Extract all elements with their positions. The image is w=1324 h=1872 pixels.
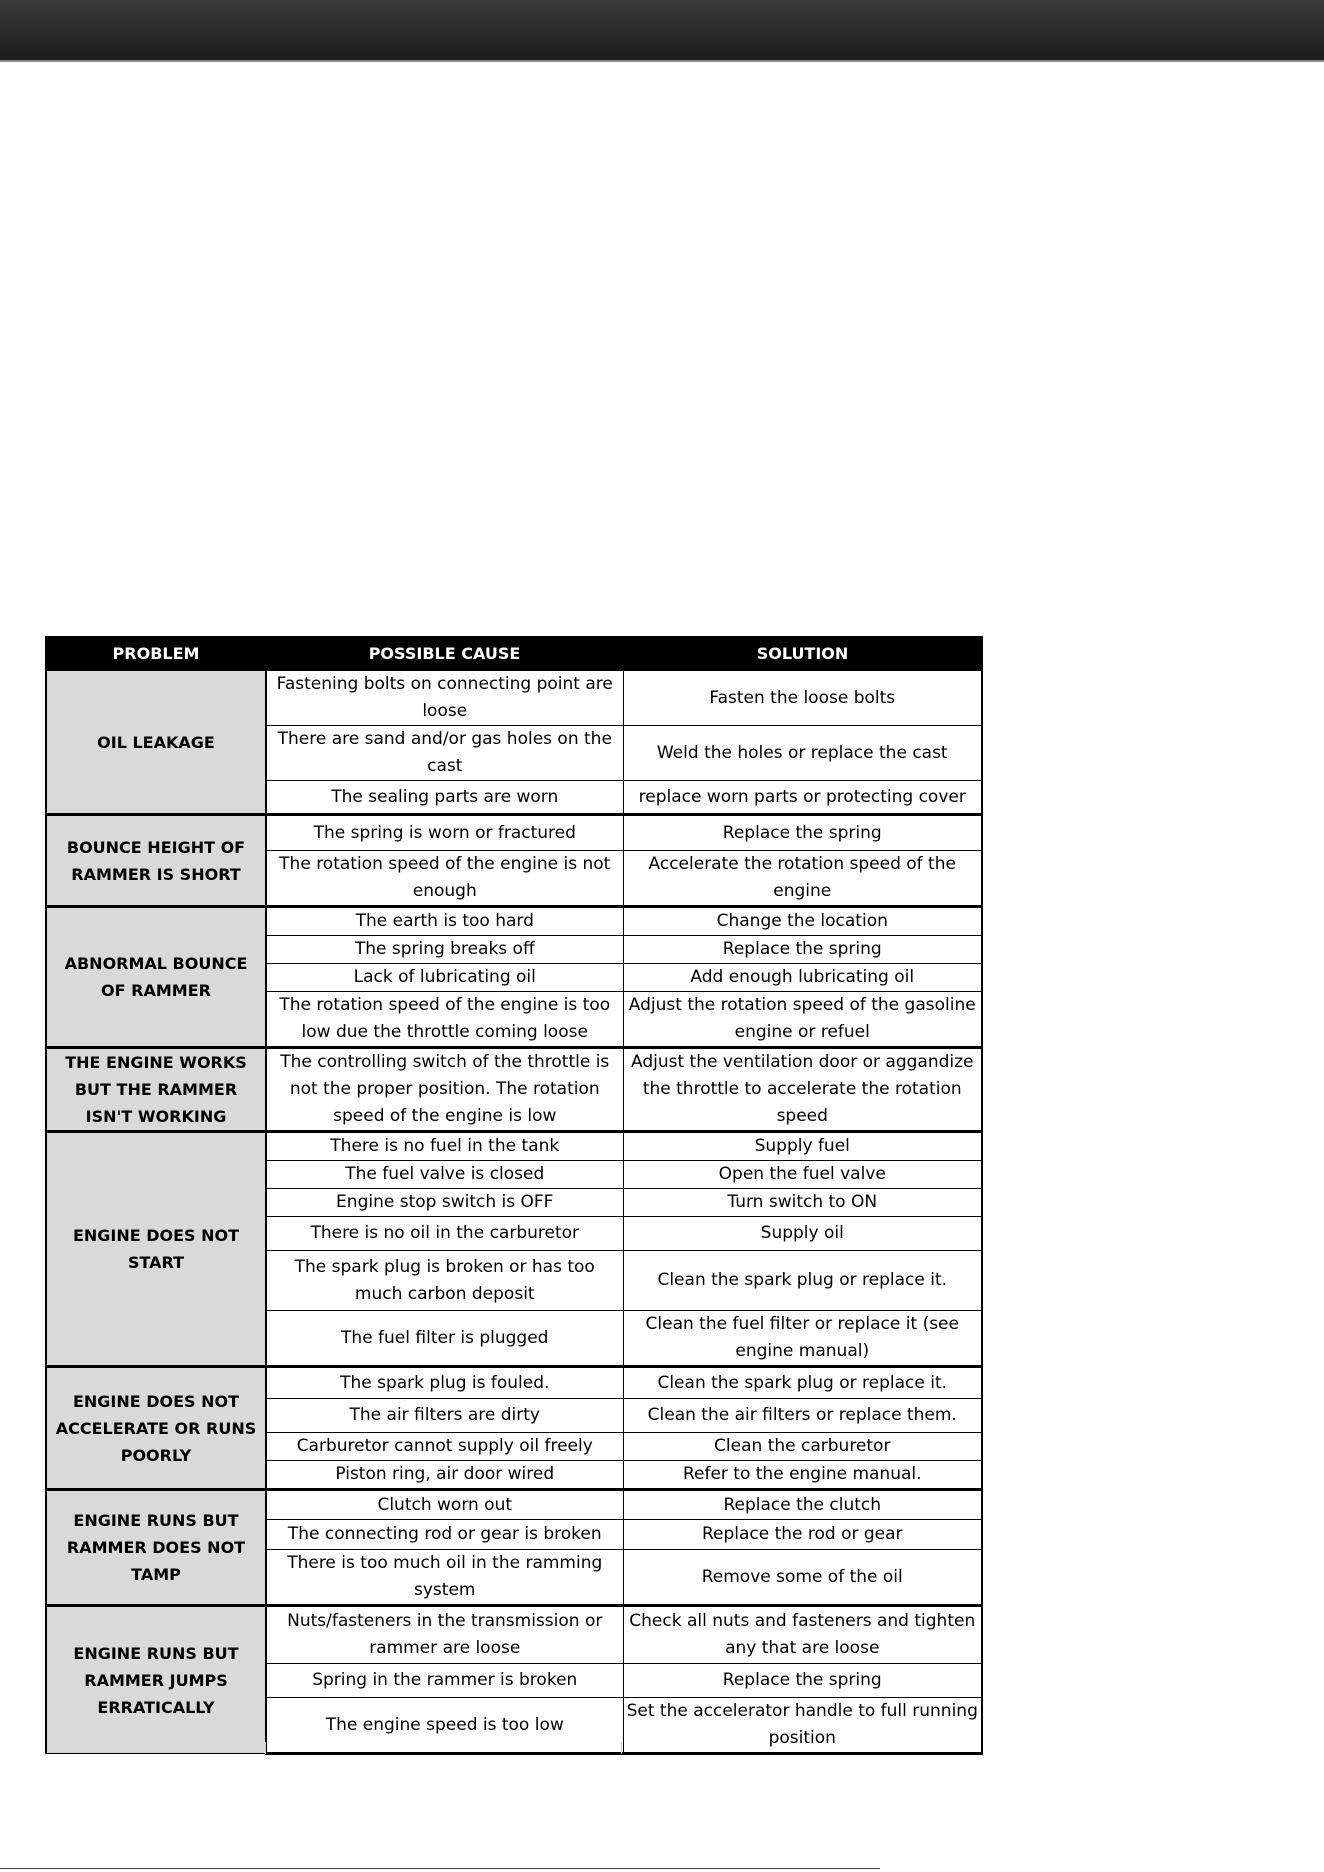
solution-cell: Set the accelerator handle to full running position bbox=[623, 1698, 982, 1754]
cause-cell: The engine speed is too low bbox=[266, 1698, 623, 1754]
problem-cell: ENGINE RUNS BUT RAMMER DOES NOT TAMP bbox=[46, 1490, 266, 1606]
footer-rule bbox=[0, 1868, 880, 1869]
table-row bbox=[46, 907, 982, 936]
cause-cell: Lack of lubricating oil bbox=[266, 964, 623, 992]
problem-cell: ENGINE DOES NOT START bbox=[46, 1132, 266, 1367]
problem-cell: ENGINE DOES NOT ACCELERATE OR RUNS POORLY bbox=[46, 1367, 266, 1490]
problem-cell: THE ENGINE WORKS BUT THE RAMMER ISN'T WORKING bbox=[46, 1048, 266, 1132]
solution-cell: Weld the holes or replace the cast bbox=[623, 726, 982, 781]
troubleshooting-table bbox=[45, 636, 983, 1755]
solution-cell: Refer to the engine manual. bbox=[623, 1461, 982, 1490]
cause-cell: There are sand and/or gas holes on the cast bbox=[266, 726, 623, 781]
problem-cell: OIL LEAKAGE bbox=[46, 670, 266, 815]
solution-cell: Clean the fuel filter or replace it (see engine manual) bbox=[623, 1311, 982, 1367]
solution-cell: Clean the spark plug or replace it. bbox=[623, 1367, 982, 1399]
problem-cell: BOUNCE HEIGHT OF RAMMER IS SHORT bbox=[46, 815, 266, 907]
cause-cell: The connecting rod or gear is broken bbox=[266, 1520, 623, 1550]
table-row bbox=[46, 815, 982, 851]
cause-cell: The spring is worn or fractured bbox=[266, 815, 623, 851]
table-row bbox=[46, 1132, 982, 1161]
cause-cell: Nuts/fasteners in the transmission or rammer are loose bbox=[266, 1606, 623, 1664]
solution-cell: Check all nuts and fasteners and tighten any that are loose bbox=[623, 1606, 982, 1664]
cause-cell: Fastening bolts on connecting point are loose bbox=[266, 670, 623, 726]
cause-cell: The air filters are dirty bbox=[266, 1399, 623, 1433]
solution-cell: replace worn parts or protecting cover bbox=[623, 781, 982, 815]
table-row bbox=[46, 1606, 982, 1664]
header-problem: PROBLEM bbox=[46, 637, 266, 670]
solution-cell: Clean the carburetor bbox=[623, 1433, 982, 1461]
cause-cell: The sealing parts are worn bbox=[266, 781, 623, 815]
solution-cell: Replace the rod or gear bbox=[623, 1520, 982, 1550]
cause-cell: The fuel valve is closed bbox=[266, 1161, 623, 1189]
cause-cell: Clutch worn out bbox=[266, 1490, 623, 1520]
table-row bbox=[46, 1048, 982, 1132]
solution-cell: Add enough lubricating oil bbox=[623, 964, 982, 992]
cause-cell: There is too much oil in the ramming system bbox=[266, 1550, 623, 1606]
cause-cell: The earth is too hard bbox=[266, 907, 623, 936]
solution-cell: Remove some of the oil bbox=[623, 1550, 982, 1606]
table-row bbox=[46, 670, 982, 726]
cause-cell: There is no fuel in the tank bbox=[266, 1132, 623, 1161]
solution-cell: Clean the spark plug or replace it. bbox=[623, 1251, 982, 1311]
solution-cell: Accelerate the rotation speed of the engine bbox=[623, 851, 982, 907]
solution-cell: Adjust the rotation speed of the gasoline engine or refuel bbox=[623, 992, 982, 1048]
solution-cell: Change the location bbox=[623, 907, 982, 936]
solution-cell: Replace the spring bbox=[623, 1664, 982, 1698]
header-solution: SOLUTION bbox=[623, 637, 982, 670]
table-header-row bbox=[46, 637, 982, 670]
cause-cell: Engine stop switch is OFF bbox=[266, 1189, 623, 1217]
table-body bbox=[46, 670, 982, 1754]
cause-cell: The controlling switch of the throttle is not the proper position. The rotation speed of the engine is low bbox=[266, 1048, 623, 1132]
solution-cell: Supply oil bbox=[623, 1217, 982, 1251]
solution-cell: Turn switch to ON bbox=[623, 1189, 982, 1217]
cause-cell: Carburetor cannot supply oil freely bbox=[266, 1433, 623, 1461]
solution-cell: Supply fuel bbox=[623, 1132, 982, 1161]
cause-cell: Piston ring, air door wired bbox=[266, 1461, 623, 1490]
solution-cell: Replace the spring bbox=[623, 936, 982, 964]
table-row bbox=[46, 1367, 982, 1399]
solution-cell: Replace the spring bbox=[623, 815, 982, 851]
table-row bbox=[46, 1490, 982, 1520]
cause-cell: The rotation speed of the engine is not enough bbox=[266, 851, 623, 907]
solution-cell: Replace the clutch bbox=[623, 1490, 982, 1520]
troubleshooting-table-container bbox=[45, 636, 981, 1755]
problem-cell: ABNORMAL BOUNCE OF RAMMER bbox=[46, 907, 266, 1048]
cause-cell: The spark plug is broken or has too much carbon deposit bbox=[266, 1251, 623, 1311]
cause-cell: The rotation speed of the engine is too low due the throttle coming loose bbox=[266, 992, 623, 1048]
header-bar bbox=[0, 0, 1324, 62]
solution-cell: Adjust the ventilation door or aggandize the throttle to accelerate the rotation speed bbox=[623, 1048, 982, 1132]
solution-cell: Clean the air filters or replace them. bbox=[623, 1399, 982, 1433]
cause-cell: The spring breaks off bbox=[266, 936, 623, 964]
solution-cell: Open the fuel valve bbox=[623, 1161, 982, 1189]
header-possible-cause: POSSIBLE CAUSE bbox=[266, 637, 623, 670]
cause-cell: The spark plug is fouled. bbox=[266, 1367, 623, 1399]
cause-cell: The fuel filter is plugged bbox=[266, 1311, 623, 1367]
solution-cell: Fasten the loose bolts bbox=[623, 670, 982, 726]
column-divider-tail bbox=[621, 1742, 622, 1754]
cause-cell: Spring in the rammer is broken bbox=[266, 1664, 623, 1698]
problem-cell: ENGINE RUNS BUT RAMMER JUMPS ERRATICALLY bbox=[46, 1606, 266, 1754]
cause-cell: There is no oil in the carburetor bbox=[266, 1217, 623, 1251]
column-divider-tail bbox=[265, 1742, 266, 1754]
